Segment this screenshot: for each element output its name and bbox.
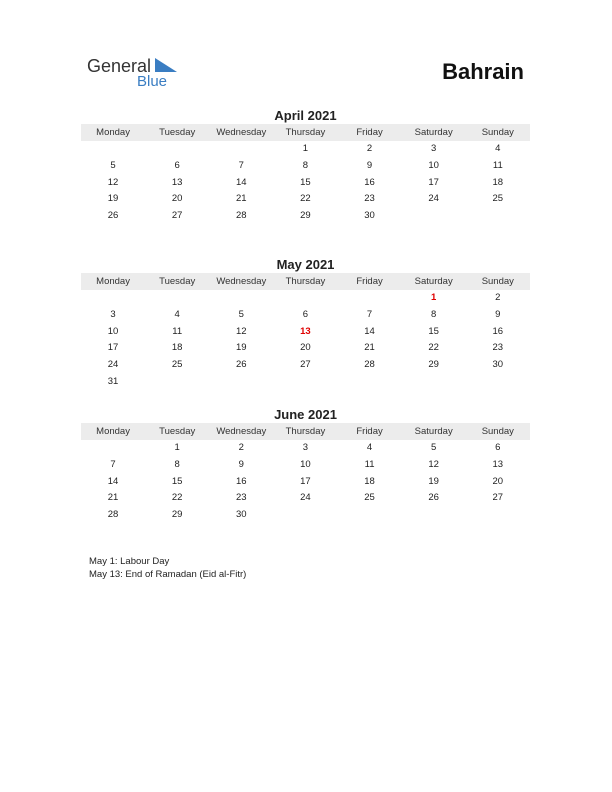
day-cell: 2 bbox=[495, 292, 501, 303]
day-cell: 10 bbox=[300, 458, 311, 470]
day-cell: 22 bbox=[171, 492, 183, 504]
day-cell: 7 bbox=[110, 458, 116, 470]
day-cell: 19 bbox=[236, 342, 247, 354]
day-cell: 22 bbox=[300, 193, 311, 205]
day-cell: 3 bbox=[110, 308, 116, 320]
day-cell: 3 bbox=[431, 143, 437, 154]
day-grid bbox=[81, 290, 530, 391]
empty-cell bbox=[273, 507, 337, 524]
weekday-label: Sunday bbox=[481, 127, 514, 138]
empty-cell bbox=[81, 290, 145, 307]
day-cell: 5 bbox=[110, 159, 116, 171]
empty-cell bbox=[81, 440, 145, 457]
empty-cell bbox=[402, 374, 466, 391]
day-cell: 9 bbox=[495, 308, 501, 320]
logo bbox=[87, 56, 187, 92]
logo-word-general: General bbox=[87, 56, 152, 76]
month-title: May 2021 bbox=[276, 257, 335, 272]
day-cell: 21 bbox=[236, 193, 247, 205]
empty-cell bbox=[466, 374, 530, 391]
day-cell: 17 bbox=[300, 475, 311, 487]
day-cell: 14 bbox=[364, 325, 375, 337]
month-june bbox=[81, 406, 530, 524]
day-cell: 30 bbox=[492, 359, 504, 371]
day-cell: 5 bbox=[431, 442, 437, 453]
day-cell: 13 bbox=[171, 176, 183, 188]
day-cell: 26 bbox=[107, 210, 119, 222]
day-cell: 25 bbox=[492, 193, 504, 205]
day-cell: 25 bbox=[364, 492, 375, 504]
empty-cell bbox=[338, 507, 402, 524]
weekday-label: Friday bbox=[356, 426, 383, 437]
empty-cell bbox=[402, 208, 466, 225]
empty-cell bbox=[209, 374, 273, 391]
weekday-label: Sunday bbox=[481, 276, 514, 287]
empty-cell bbox=[466, 208, 530, 225]
day-cell: 11 bbox=[172, 325, 183, 337]
logo-flag-icon bbox=[155, 58, 177, 72]
day-cell: 1 bbox=[174, 442, 180, 453]
day-cell: 18 bbox=[364, 475, 375, 487]
day-cell: 28 bbox=[236, 210, 247, 222]
day-cell: 24 bbox=[428, 193, 439, 205]
empty-cell bbox=[145, 374, 209, 391]
day-cell: 12 bbox=[428, 458, 439, 470]
day-cell: 30 bbox=[364, 210, 375, 222]
day-cell: 8 bbox=[302, 159, 309, 171]
weekday-label: Wednesday bbox=[216, 276, 267, 287]
day-cell: 4 bbox=[366, 442, 373, 453]
day-cell: 21 bbox=[107, 492, 119, 504]
month-may bbox=[81, 256, 530, 391]
weekday-label: Monday bbox=[96, 276, 130, 287]
day-cell: 6 bbox=[174, 159, 180, 171]
empty-cell bbox=[209, 141, 273, 158]
day-cell: 4 bbox=[174, 308, 180, 320]
day-cell: 6 bbox=[302, 308, 309, 320]
month-title: April 2021 bbox=[274, 108, 337, 123]
day-cell: 19 bbox=[428, 475, 439, 487]
day-cell: 12 bbox=[236, 325, 247, 337]
day-cell: 27 bbox=[300, 359, 311, 371]
empty-cell bbox=[466, 507, 530, 524]
day-cell: 12 bbox=[107, 176, 119, 188]
month-april bbox=[81, 107, 530, 225]
holiday-note: May 1: Labour Day bbox=[89, 556, 170, 567]
logo-word-blue: Blue bbox=[137, 73, 168, 90]
day-cell: 3 bbox=[302, 442, 309, 453]
day-cell: 20 bbox=[171, 193, 183, 205]
day-cell: 10 bbox=[428, 159, 439, 171]
day-cell: 26 bbox=[428, 492, 439, 504]
day-cell: 23 bbox=[236, 492, 247, 504]
weekday-header bbox=[81, 273, 530, 290]
day-cell: 24 bbox=[107, 359, 119, 371]
weekday-label: Saturday bbox=[414, 276, 453, 287]
day-cell: 8 bbox=[431, 308, 437, 320]
weekday-label: Thursday bbox=[285, 276, 326, 287]
day-cell: 11 bbox=[492, 159, 503, 171]
weekday-label: Thursday bbox=[285, 426, 326, 437]
day-cell: 23 bbox=[364, 193, 375, 205]
day-cell: 29 bbox=[428, 359, 439, 371]
day-cell: 18 bbox=[492, 176, 504, 188]
day-cell: 2 bbox=[366, 143, 373, 154]
day-cell: 27 bbox=[492, 492, 504, 504]
weekday-label: Tuesday bbox=[159, 127, 196, 138]
day-cell: 9 bbox=[238, 458, 244, 470]
weekday-label: Saturday bbox=[414, 127, 453, 138]
holiday-day-cell: 13 bbox=[300, 325, 311, 337]
day-cell: 13 bbox=[492, 458, 504, 470]
day-cell: 5 bbox=[238, 308, 244, 320]
weekday-header bbox=[81, 423, 530, 440]
day-cell: 14 bbox=[107, 475, 119, 487]
weekday-label: Thursday bbox=[285, 127, 326, 138]
day-cell: 9 bbox=[366, 159, 373, 171]
empty-cell bbox=[209, 290, 273, 307]
day-cell: 26 bbox=[236, 359, 247, 371]
empty-cell bbox=[81, 141, 145, 158]
empty-cell bbox=[145, 290, 209, 307]
day-cell: 25 bbox=[171, 359, 183, 371]
weekday-header bbox=[81, 124, 530, 141]
day-cell: 10 bbox=[107, 325, 119, 337]
weekday-label: Friday bbox=[356, 127, 383, 138]
day-cell: 6 bbox=[495, 442, 501, 453]
day-cell: 8 bbox=[174, 458, 180, 470]
day-cell: 14 bbox=[236, 176, 247, 188]
day-cell: 7 bbox=[238, 159, 244, 171]
country-title: Bahrain bbox=[442, 59, 524, 84]
day-cell: 16 bbox=[492, 325, 504, 337]
day-grid bbox=[81, 440, 530, 524]
day-cell: 11 bbox=[364, 458, 375, 470]
day-cell: 21 bbox=[364, 342, 375, 354]
day-cell: 1 bbox=[302, 143, 309, 154]
day-cell: 31 bbox=[107, 375, 119, 387]
day-cell: 16 bbox=[364, 176, 375, 188]
day-cell: 29 bbox=[300, 210, 311, 222]
day-cell: 18 bbox=[171, 342, 183, 354]
holiday-note: May 13: End of Ramadan (Eid al-Fitr) bbox=[89, 568, 247, 580]
day-cell: 16 bbox=[236, 475, 247, 487]
day-cell: 19 bbox=[107, 193, 119, 205]
day-cell: 15 bbox=[171, 475, 183, 487]
day-cell: 2 bbox=[238, 442, 244, 453]
day-cell: 4 bbox=[495, 143, 501, 154]
day-cell: 29 bbox=[171, 509, 183, 521]
day-grid bbox=[81, 141, 530, 225]
day-cell: 7 bbox=[366, 308, 373, 320]
day-cell: 15 bbox=[428, 325, 439, 337]
day-cell: 28 bbox=[364, 359, 375, 371]
weekday-label: Friday bbox=[356, 276, 383, 287]
empty-cell bbox=[338, 290, 402, 307]
day-cell: 23 bbox=[492, 342, 504, 354]
weekday-label: Sunday bbox=[481, 426, 514, 437]
day-cell: 24 bbox=[300, 492, 311, 504]
empty-cell bbox=[273, 374, 337, 391]
weekday-label: Monday bbox=[96, 127, 130, 138]
day-cell: 15 bbox=[300, 176, 311, 188]
weekday-label: Tuesday bbox=[159, 276, 196, 287]
weekday-label: Wednesday bbox=[216, 127, 267, 138]
empty-cell bbox=[145, 141, 209, 158]
day-cell: 30 bbox=[236, 509, 247, 521]
weekday-label: Tuesday bbox=[159, 426, 196, 437]
empty-cell bbox=[338, 374, 402, 391]
month-title: June 2021 bbox=[274, 407, 337, 422]
weekday-label: Wednesday bbox=[216, 426, 267, 437]
day-cell: 20 bbox=[492, 475, 504, 487]
weekday-label: Saturday bbox=[414, 426, 453, 437]
weekday-label: Monday bbox=[96, 426, 130, 437]
day-cell: 20 bbox=[300, 342, 311, 354]
holiday-notes bbox=[89, 556, 246, 581]
empty-cell bbox=[402, 507, 466, 524]
holiday-day-cell: 1 bbox=[431, 292, 437, 303]
day-cell: 27 bbox=[171, 210, 183, 222]
day-cell: 17 bbox=[107, 342, 119, 354]
empty-cell bbox=[273, 290, 337, 307]
day-cell: 28 bbox=[107, 509, 119, 521]
day-cell: 17 bbox=[428, 176, 439, 188]
day-cell: 22 bbox=[428, 342, 439, 354]
